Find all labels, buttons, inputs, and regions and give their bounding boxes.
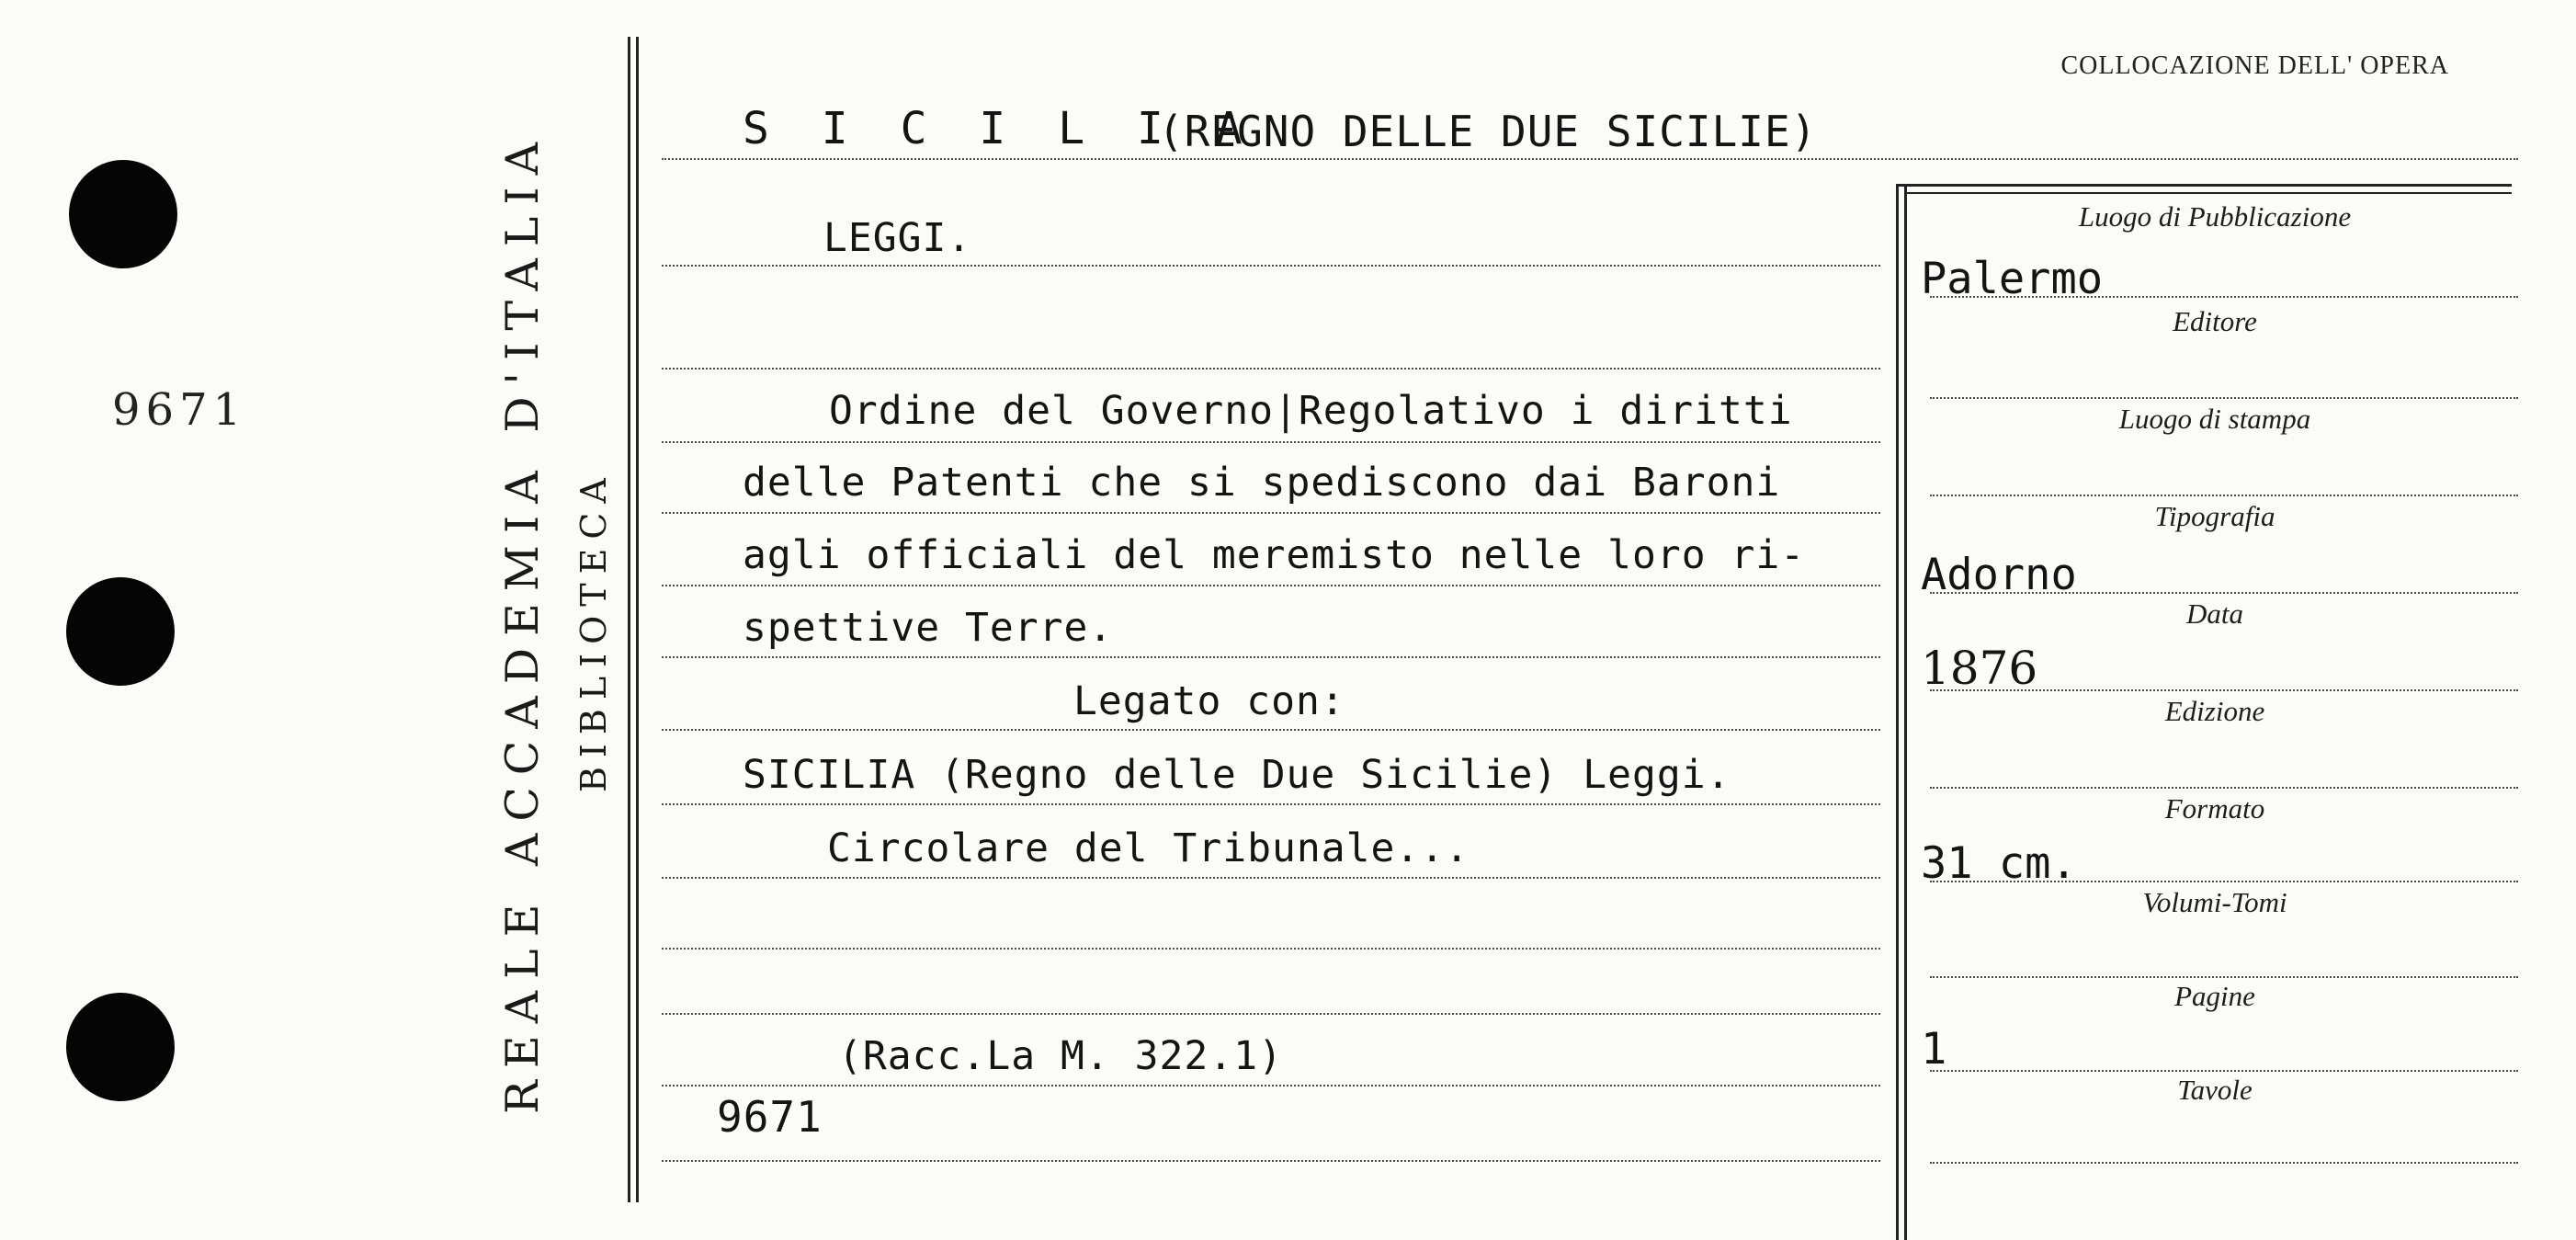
rule-line (662, 265, 1880, 267)
collection-reference: (Racc.La M. 322.1) (838, 1033, 1283, 1079)
field-panel-rule-inner (1904, 184, 1907, 1240)
field-panel-rule-outer (1896, 184, 1899, 1240)
bound-with-label: Legato con: (1073, 678, 1345, 724)
shelf-number: 9671 (717, 1092, 823, 1142)
side-catalog-number: 9671 (112, 384, 247, 436)
field-rule-line (1930, 787, 2518, 789)
entry-line: Ordine del Governo|Regolativo i diritti (829, 388, 1793, 434)
entry-title-paren: (REGNO DELLE DUE SICILIE) (1158, 107, 1818, 156)
field-label-formato: Formato (2164, 792, 2265, 825)
field-value-formato: 31 cm. (1921, 838, 2077, 889)
field-rule-line (1930, 976, 2518, 978)
rule-line (662, 441, 1880, 443)
field-label-tipografia: Tipografia (2154, 500, 2275, 532)
field-rule-line (1930, 397, 2518, 399)
rule-line (662, 1013, 1880, 1015)
rule-line (662, 877, 1880, 879)
field-panel-top-rule-1 (1896, 184, 2512, 187)
punch-hole-middle (66, 577, 175, 686)
field-label-editore: Editore (2173, 305, 2257, 337)
collocazione-heading: COLLOCAZIONE DELL' OPERA (2060, 51, 2449, 80)
rule-line (662, 1160, 1880, 1162)
field-rule-line (1930, 1162, 2518, 1164)
field-label-luogo-pubblicazione: Luogo di Pubblicazione (2078, 200, 2352, 233)
punch-hole-bottom (66, 993, 175, 1101)
field-label-edizione: Edizione (2164, 695, 2265, 727)
field-label-data: Data (2186, 597, 2243, 630)
rule-line (662, 368, 1880, 370)
rule-line (662, 158, 2518, 160)
academy-name: REALE ACCADEMIA D'ITALIA (496, 130, 549, 1114)
entry-line: delle Patenti che si spediscono dai Baroni (743, 460, 1781, 506)
bound-line: Circolare del Tribunale... (827, 825, 1470, 871)
entry-line: spettive Terre. (743, 605, 1114, 651)
rule-line (662, 948, 1880, 950)
field-value-luogo-pubblicazione: Palermo (1921, 254, 2104, 304)
field-panel-top-rule-2 (1904, 192, 2512, 194)
left-rule-outer (628, 37, 630, 1202)
entry-line: agli officiali del meremisto nelle loro ri- (743, 532, 1806, 578)
rule-line (662, 1085, 1880, 1086)
field-value-tipografia: Adorno (1921, 550, 2077, 600)
library-label: BIBLIOTECA (573, 469, 614, 792)
field-label-tavole: Tavole (2177, 1074, 2253, 1106)
rule-line (662, 585, 1880, 586)
field-label-luogo-stampa: Luogo di stampa (2118, 403, 2311, 435)
field-value-data: 1876 (1921, 642, 2038, 695)
field-rule-line (1930, 1070, 2518, 1072)
punch-hole-top (69, 160, 177, 268)
rule-line (662, 512, 1880, 514)
left-rule-inner (636, 37, 639, 1202)
rule-line (662, 656, 1880, 658)
field-label-volumi-tomi: Volumi-Tomi (2142, 886, 2287, 918)
entry-title: S I C I L I A (743, 103, 1255, 154)
rule-line (662, 803, 1880, 805)
entry-subject: LEGGI. (823, 215, 972, 261)
rule-line (662, 729, 1880, 731)
field-label-pagine: Pagine (2174, 980, 2255, 1012)
field-value-pagine: 1 (1921, 1024, 1947, 1075)
field-rule-line (1930, 495, 2518, 496)
bound-line: SICILIA (Regno delle Due Sicilie) Leggi. (743, 752, 1731, 798)
